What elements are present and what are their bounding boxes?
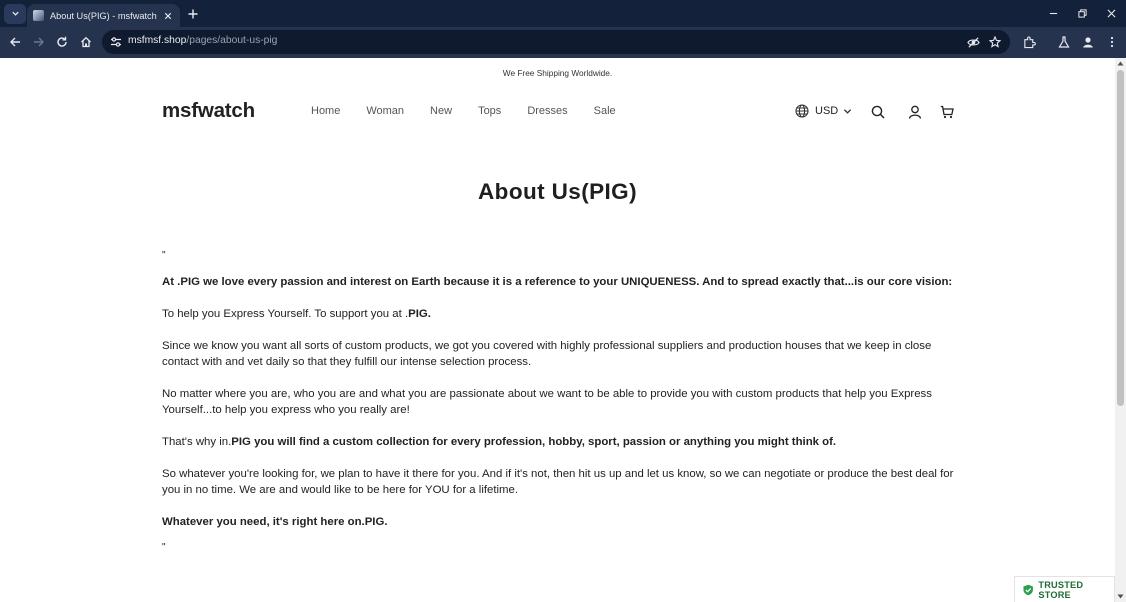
currency-selector[interactable] (795, 104, 852, 118)
search-button[interactable] (870, 104, 886, 120)
currency-label: USD (815, 105, 839, 117)
flask-icon (1058, 36, 1070, 48)
puzzle-icon (1023, 36, 1036, 49)
profile-icon (1082, 36, 1094, 48)
trusted-store-label: TRUSTED STORE (1038, 579, 1084, 600)
about-content (162, 248, 962, 556)
browser-menu-button[interactable] (1104, 34, 1120, 50)
close-window-button[interactable] (1097, 0, 1126, 27)
close-window-icon (1107, 9, 1116, 18)
nav-item-dresses[interactable]: Dresses (527, 105, 568, 117)
restore-button[interactable] (1068, 0, 1097, 27)
extensions-button[interactable] (1021, 34, 1037, 50)
reload-button[interactable] (53, 33, 71, 51)
search-icon (871, 105, 885, 119)
url-path: /pages/about-us-pig (186, 35, 278, 46)
page-scrollbar[interactable] (1115, 58, 1126, 602)
store-logo[interactable]: msfwatch (162, 99, 255, 122)
account-button[interactable] (907, 104, 923, 120)
url-text[interactable] (128, 35, 277, 46)
cart-button[interactable] (939, 104, 955, 120)
forward-arrow-icon (33, 36, 45, 48)
support-paragraph (162, 306, 962, 322)
nav-item-sale[interactable]: Sale (593, 105, 616, 117)
announcement-bar: We Free Shipping Worldwide. (502, 68, 613, 78)
tab-close-button[interactable] (162, 10, 174, 22)
restore-icon (1078, 9, 1087, 18)
scroll-down-button[interactable] (1117, 593, 1124, 600)
nav-item-tops[interactable]: Tops (478, 105, 502, 117)
browser-tab[interactable] (27, 4, 180, 27)
tab-title: About Us(PIG) - msfwatch (50, 10, 157, 21)
lifetime-paragraph: So whatever you're looking for, we plan to have it there for you. And if it's not, then hit us up and let us know, so we can negotiate or produce the best deal for you in no time. We are and would like to be here for YOU for a lifetime. (162, 468, 954, 496)
collection-paragraph (162, 434, 962, 450)
new-tab-button[interactable] (185, 6, 201, 22)
address-bar[interactable] (102, 30, 1010, 54)
support-brand: PIG. (408, 308, 431, 320)
opening-quote: " (162, 250, 166, 261)
browser-titlebar (0, 0, 1126, 27)
more-vertical-icon (1110, 36, 1114, 48)
home-button[interactable] (77, 33, 95, 51)
cart-icon (940, 105, 954, 119)
scroll-up-button[interactable] (1117, 60, 1124, 67)
eye-off-icon (967, 36, 980, 49)
scrollbar-thumb[interactable] (1117, 70, 1124, 406)
page-title: About Us(PIG) (478, 179, 637, 204)
shield-check-icon (1023, 584, 1033, 596)
profile-button[interactable] (1080, 34, 1096, 50)
back-arrow-icon (9, 36, 21, 48)
nav-item-home[interactable]: Home (311, 105, 341, 117)
chevron-down-icon (843, 107, 852, 116)
star-icon (989, 36, 1001, 48)
collection-text: That's why in. (162, 436, 232, 448)
closing-paragraph: Whatever you need, it's right here on.PIG. (162, 516, 388, 528)
nav-item-woman[interactable]: Woman (366, 105, 405, 117)
page-viewport (0, 58, 1115, 602)
collection-bold-text: PIG you will find a custom collection for every profession, hobby, sport, passion or anything you might think of. (231, 436, 837, 448)
chevron-down-icon (11, 9, 20, 18)
forward-button[interactable] (30, 33, 48, 51)
trusted-store-badge[interactable] (1014, 576, 1115, 602)
site-favicon-icon (33, 10, 44, 21)
home-icon (80, 36, 92, 48)
closing-quote: " (162, 542, 166, 553)
close-icon (164, 12, 172, 20)
site-info-icon (110, 36, 122, 48)
bookmark-button[interactable] (988, 35, 1002, 49)
nav-item-new[interactable]: New (430, 105, 453, 117)
tracking-protection-button[interactable] (966, 35, 980, 49)
plus-icon (188, 9, 198, 19)
browser-toolbar (0, 27, 1126, 58)
back-button[interactable] (6, 33, 24, 51)
suppliers-paragraph: Since we know you want all sorts of custom products, we got you covered with highly professional suppliers and production houses that we keep in close contact with and vet daily so that they fulfill our intense selection process. (162, 340, 932, 368)
passion-paragraph: No matter where you are, who you are and what you are passionate about we want to be able to provide you with custom products that help you Express Yourself...to help you express who you really are! (162, 388, 932, 416)
support-text: To help you Express Yourself. To support you at . (162, 308, 409, 320)
labs-button[interactable] (1056, 34, 1072, 50)
minimize-button[interactable] (1039, 0, 1068, 27)
url-domain: msfmsf.shop (128, 35, 187, 46)
reload-icon (56, 36, 68, 48)
minimize-icon (1049, 9, 1058, 18)
triangle-up-icon (1117, 61, 1124, 66)
triangle-down-icon (1117, 594, 1124, 599)
vision-paragraph: At .PIG we love every passion and interest on Earth because it is a reference to your UNIQUENESS. And to spread exactly that...is our core vision: (162, 276, 953, 288)
site-info-button[interactable] (109, 35, 123, 49)
main-nav (311, 105, 642, 117)
tab-list-button[interactable] (4, 4, 26, 24)
account-icon (908, 105, 922, 119)
globe-icon (795, 104, 809, 118)
